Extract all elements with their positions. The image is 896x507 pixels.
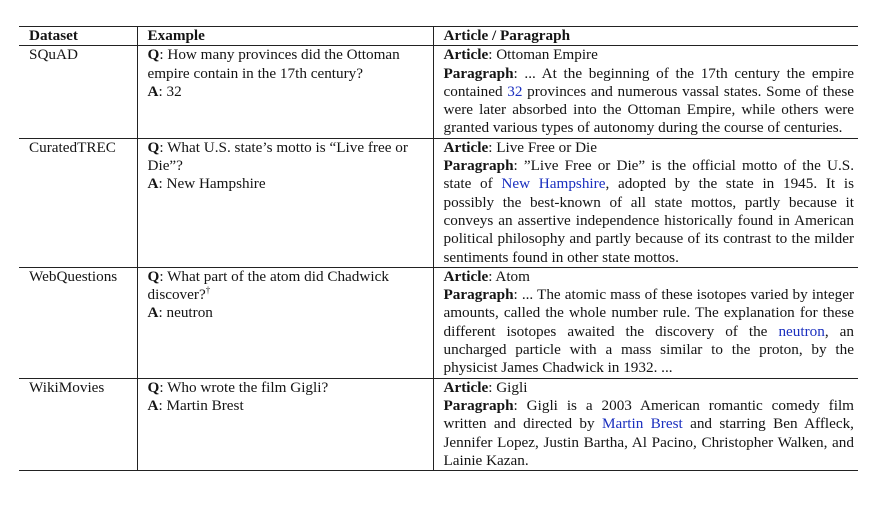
question-label: Q bbox=[147, 378, 160, 396]
example-cell bbox=[137, 46, 433, 138]
article bbox=[444, 139, 855, 157]
article-title: : Live Free or Die bbox=[488, 138, 597, 156]
answer-text: : 32 bbox=[158, 82, 182, 100]
answer-highlight: New Hampshire bbox=[501, 175, 606, 193]
answer-text: : New Hampshire bbox=[158, 175, 266, 193]
dataset-name: SQuAD bbox=[29, 46, 78, 64]
answer bbox=[148, 175, 429, 193]
paragraph-text-before: : ... At the beginning of the 17th century the empire contained bbox=[443, 64, 854, 100]
answer-label: A bbox=[147, 82, 159, 100]
header-row bbox=[19, 27, 858, 46]
example-cell bbox=[137, 378, 433, 470]
article-cell bbox=[433, 46, 858, 138]
dataset-cell bbox=[19, 138, 137, 267]
question bbox=[148, 379, 429, 397]
article-cell bbox=[433, 378, 858, 470]
dataset-cell bbox=[19, 267, 137, 378]
article-label: Article bbox=[443, 378, 489, 396]
question-text: : What U.S. state’s motto is “Live free or Die”? bbox=[147, 138, 408, 175]
paragraph-text-before: : ”Live Free or Die” is the official motto of the U.S. state of bbox=[443, 157, 854, 193]
article-label: Article bbox=[443, 46, 489, 64]
paragraph-label: Paragraph bbox=[443, 64, 514, 82]
question-text: : How many provinces did the Ottoman empire contain in the 17th century? bbox=[147, 46, 400, 82]
paragraph bbox=[444, 157, 855, 267]
header-example: Example bbox=[137, 27, 433, 46]
article bbox=[444, 46, 855, 64]
answer-highlight: Martin Brest bbox=[601, 415, 683, 433]
article bbox=[444, 268, 855, 286]
example-cell bbox=[137, 267, 433, 378]
header-dataset: Dataset bbox=[29, 27, 78, 44]
answer-label: A bbox=[147, 396, 159, 414]
article-cell bbox=[433, 138, 858, 267]
dataset-name: WikiMovies bbox=[29, 378, 105, 396]
article-cell bbox=[433, 267, 858, 378]
article-label: Article bbox=[443, 138, 489, 156]
paragraph-text-after: and starring Ben Affleck, Jennifer Lopez, Justin Bartha, Al Pacino, Christopher Walken, and Lainie Kazan. bbox=[443, 415, 854, 469]
answer-label: A bbox=[147, 175, 159, 193]
question bbox=[148, 139, 429, 176]
answer-text: : Martin Brest bbox=[158, 396, 244, 414]
answer bbox=[148, 397, 429, 415]
article-label: Article bbox=[443, 267, 489, 285]
paragraph-text-before: : ... The atomic mass of these isotopes varied by integer amounts, called the whole number rule. The explanation for these different isotopes awaited the discovery of the bbox=[443, 286, 854, 340]
paragraph-text-after: , adopted by the state in 1945. It is possibly the best-known of all state mottos, partly because it conveys an assertive independence historically found in American political philosophy and partly because of its contrast to the milder sentiments found in other state mottos. bbox=[443, 175, 854, 266]
article-title: : Ottoman Empire bbox=[488, 46, 598, 64]
paragraph bbox=[444, 286, 855, 377]
answer-label: A bbox=[147, 304, 159, 322]
paragraph bbox=[444, 397, 855, 470]
paragraph bbox=[444, 65, 855, 138]
paragraph-label: Paragraph bbox=[443, 396, 514, 414]
question bbox=[148, 46, 429, 83]
article-title: : Gigli bbox=[488, 378, 528, 396]
table-row bbox=[19, 46, 858, 138]
paragraph-label: Paragraph bbox=[443, 286, 514, 304]
dataset-cell bbox=[19, 378, 137, 470]
question-label: Q bbox=[147, 138, 160, 156]
answer-highlight: 32 bbox=[507, 82, 523, 100]
question-text: : What part of the atom did Chadwick discover? bbox=[147, 267, 389, 304]
paragraph-text-before: : Gigli is a 2003 American romantic comedy film written and directed by bbox=[443, 396, 854, 433]
article bbox=[444, 379, 855, 397]
dagger-footnote-mark: † bbox=[205, 285, 211, 296]
answer bbox=[148, 83, 429, 101]
paragraph-label: Paragraph bbox=[443, 157, 514, 175]
question bbox=[148, 268, 429, 305]
paragraph-text-after: provinces and numerous vassal states. Some of these were later absorbed into the Ottoman Empire, while others were granted various types of autonomy during the course of centuries. bbox=[443, 82, 854, 137]
question-label: Q bbox=[147, 267, 160, 285]
answer bbox=[148, 304, 429, 322]
dataset-name: WebQuestions bbox=[29, 267, 118, 285]
dataset-name: CuratedTREC bbox=[29, 138, 116, 156]
dataset-cell bbox=[19, 46, 137, 138]
answer-highlight: neutron bbox=[778, 322, 825, 340]
examples-table-container bbox=[19, 26, 858, 471]
table-row bbox=[19, 138, 858, 267]
question-text: : Who wrote the film Gigli? bbox=[159, 378, 329, 396]
table-body bbox=[19, 46, 858, 471]
table-row bbox=[19, 378, 858, 470]
paragraph-text-after: , an uncharged particle with a mass similar to the proton, by the physicist James Chadwick in 1932. ... bbox=[443, 322, 854, 377]
examples-table bbox=[19, 26, 858, 471]
answer-text: : neutron bbox=[158, 304, 213, 322]
article-title: : Atom bbox=[488, 267, 530, 285]
table-row bbox=[19, 267, 858, 378]
header-article-paragraph: Article / Paragraph bbox=[433, 27, 858, 46]
table-header bbox=[19, 27, 858, 46]
question-label: Q bbox=[147, 46, 160, 64]
example-cell bbox=[137, 138, 433, 267]
